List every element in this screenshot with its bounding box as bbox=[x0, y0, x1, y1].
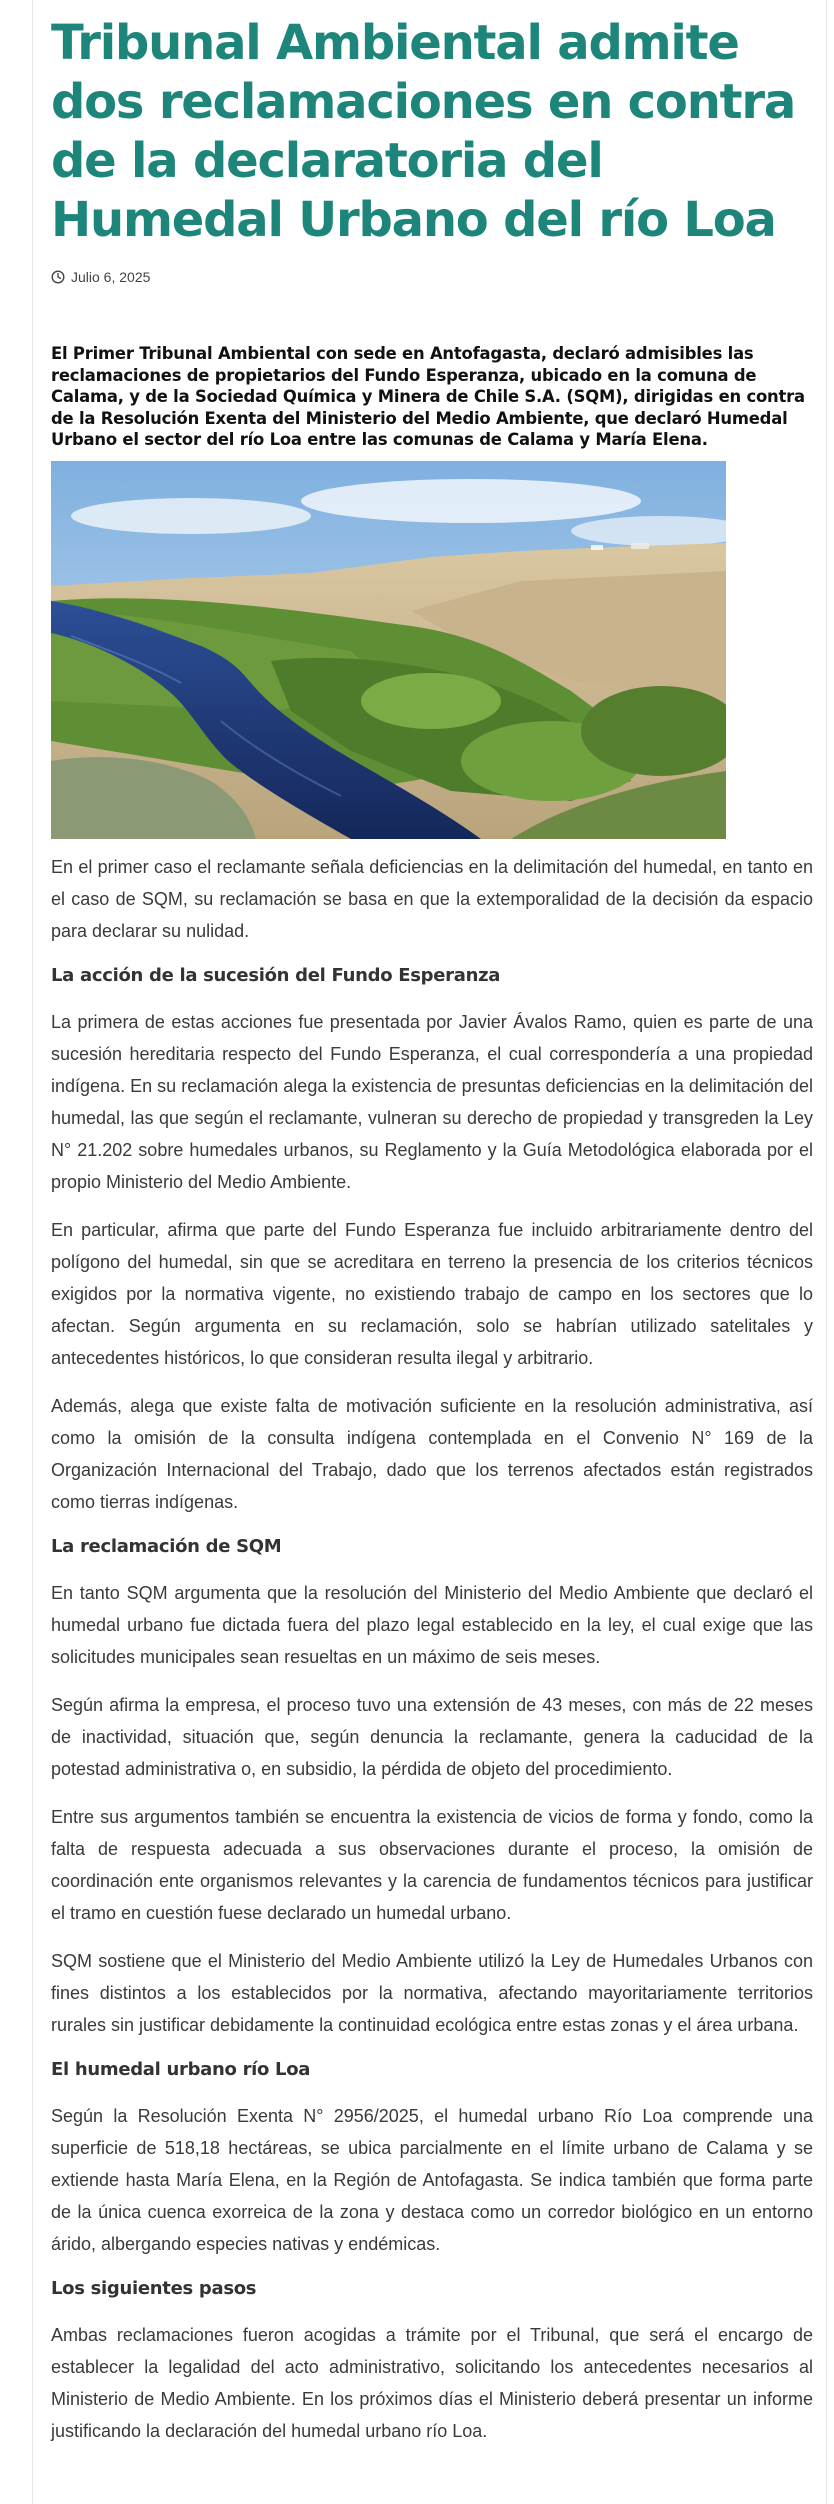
paragraph-sqm-3: Entre sus argumentos también se encuentra la existencia de vicios de forma y fondo, como la falta de respuesta adecuada a sus observaciones durante el proceso, la omisión de coordinación ente organismos relevantes y la carencia de fundamentos técnicos para justificar el tramo en cuestión fuese declarado un humedal urbano. bbox=[51, 1806, 813, 1923]
paragraph-sqm-2: Según afirma la empresa, el proceso tuvo una extensión de 43 meses, con más de 22 meses de inactividad, situación que, según denuncia la reclamante, genera la caducidad de la potestad administrativa o, en subsidio, la pérdida de objeto del procedimiento. bbox=[51, 1694, 813, 1779]
clock-icon bbox=[51, 270, 65, 284]
paragraph-sqm-4: SQM sostiene que el Ministerio del Medio Ambiente utilizó la Ley de Humedales Urbanos con fines distintos a los establecidos por la normativa, afectando mayoritariamente territorios rurales sin justificar debidamente la continuidad ecológica entre estas zonas y el área urbana. bbox=[51, 1950, 813, 2035]
heading-fundo-esperanza: La acción de la sucesión del Fundo Esperanza bbox=[51, 964, 501, 986]
paragraph-sqm-1: En tanto SQM argumenta que la resolución del Ministerio del Medio Ambiente que declaró el humedal urbano fue dictada fuera del plazo legal establecido en la ley, el cual exige que las solicitudes municipales sean resueltas en un máximo de seis meses. bbox=[51, 1582, 813, 1667]
article-date bbox=[51, 267, 813, 287]
right-divider bbox=[826, 0, 827, 2504]
left-divider bbox=[32, 0, 33, 2504]
paragraph-siguientes-pasos: Ambas reclamaciones fueron acogidas a trámite por el Tribunal, que será el encargo de establecer la legalidad del acto administrativo, solicitando los antecedentes necesarios al Ministerio de Medio Ambiente. En los próximos días el Ministerio deberá presentar un informe justificando la declaración del humedal urbano río Loa. bbox=[51, 2324, 813, 2441]
article bbox=[51, 0, 813, 2447]
heading-sqm: La reclamación de SQM bbox=[51, 1535, 282, 1557]
heading-siguientes-pasos: Los siguientes pasos bbox=[51, 2277, 257, 2299]
paragraph-esperanza-3: Además, alega que existe falta de motivación suficiente en la resolución administrativa, así como la omisión de la consulta indígena contemplada en el Convenio N° 169 de la Organización Internacional del Trabajo, dado que los terrenos afectados están registrados como tierras indígenas. bbox=[51, 1395, 813, 1512]
article-lead: El Primer Tribunal Ambiental con sede en Antofagasta, declaró admisibles las reclamaciones de propietarios del Fundo Esperanza, ubicado en la comuna de Calama, y de la Sociedad Química y Minera de Chile S.A. (SQM), dirigidas en contra de la Resolución Exenta del Ministerio del Medio Ambiente, que declaró Humedal Urbano el sector del río Loa entre las comunas de Calama y María Elena. bbox=[51, 344, 805, 449]
heading-humedal: El humedal urbano río Loa bbox=[51, 2058, 311, 2080]
paragraph-esperanza-2: En particular, afirma que parte del Fundo Esperanza fue incluido arbitrariamente dentro del polígono del humedal, sin que se acreditara en terreno la presencia de los criterios técnicos exigidos por la normativa vigente, no existiendo trabajo de campo en los sectores que lo afectan. Según argumenta en su reclamación, solo se habrían utilizado satelitales y antecedentes históricos, lo que consideran resulta ilegal y arbitrario. bbox=[51, 1219, 813, 1368]
river-wetland-photo bbox=[51, 461, 726, 839]
article-title: Tribunal Ambiental admite dos reclamaciones en contra de la declaratoria del Humedal Urbano del río Loa bbox=[51, 15, 796, 248]
paragraph-humedal: Según la Resolución Exenta N° 2956/2025, el humedal urbano Río Loa comprende una superficie de 518,18 hectáreas, se ubica parcialmente en el límite urbano de Calama y se extiende hasta María Elena, en la Región de Antofagasta. Se indica también que forma parte de la única cuenca exorreica de la zona y destaca como un corredor biológico en un entorno árido, albergando especies nativas y endémicas. bbox=[51, 2105, 813, 2254]
date-text: Julio 6, 2025 bbox=[71, 269, 151, 285]
paragraph-intro: En el primer caso el reclamante señala deficiencias en la delimitación del humedal, en tanto en el caso de SQM, su reclamación se basa en que la extemporalidad de la decisión da espacio para declarar su nulidad. bbox=[51, 856, 813, 941]
paragraph-esperanza-1: La primera de estas acciones fue presentada por Javier Ávalos Ramo, quien es parte de una sucesión hereditaria respecto del Fundo Esperanza, el cual correspondería a una propiedad indígena. En su reclamación alega la existencia de presuntas deficiencias en la delimitación del humedal, las que según el reclamante, vulneran su derecho de propiedad y transgreden la Ley N° 21.202 sobre humedales urbanos, su Reglamento y la Guía Metodológica elaborada por el propio Ministerio del Medio Ambiente. bbox=[51, 1011, 813, 1192]
